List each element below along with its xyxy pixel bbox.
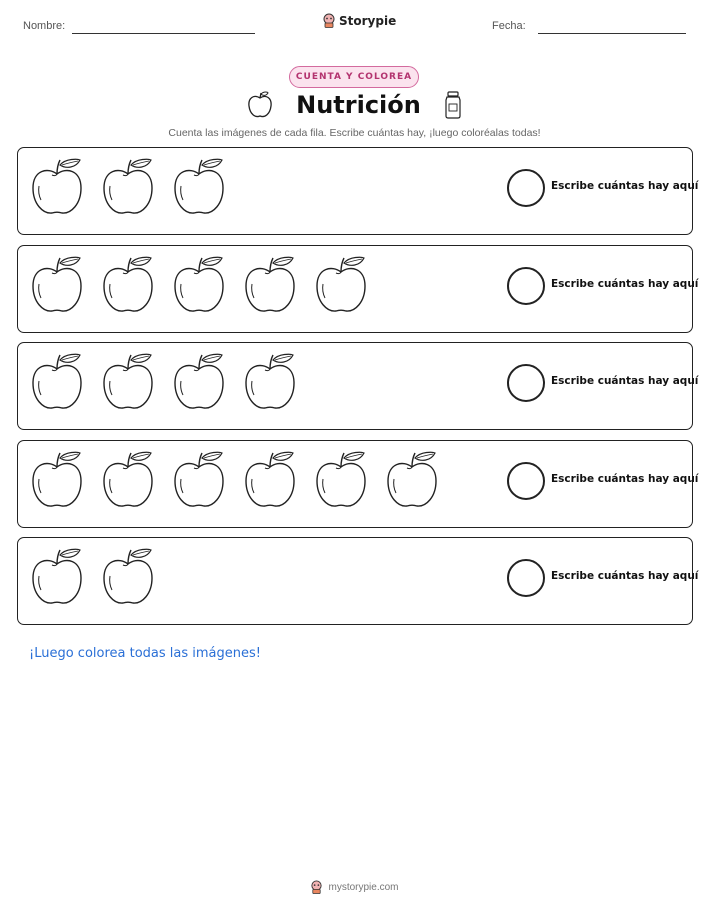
apple-icon <box>243 351 298 413</box>
apple-icon <box>172 254 227 316</box>
apple-icon <box>101 449 156 511</box>
apple-icon <box>243 449 298 511</box>
footer-url: mystorypie.com <box>328 881 399 893</box>
answer-label: Escribe cuántas hay aquí <box>551 570 699 582</box>
apple-group <box>30 449 440 511</box>
apple-icon <box>30 546 85 608</box>
apple-icon <box>30 156 85 218</box>
apple-icon <box>246 90 274 120</box>
counting-row <box>17 440 699 528</box>
counting-row <box>17 342 699 430</box>
counting-row <box>17 245 699 333</box>
apple-icon <box>101 546 156 608</box>
apple-icon <box>243 254 298 316</box>
page-title: Nutrición <box>296 91 421 119</box>
answer-label: Escribe cuántas hay aquí <box>551 277 699 290</box>
apple-icon <box>101 351 156 413</box>
apple-icon <box>172 449 227 511</box>
counting-row <box>17 147 699 235</box>
answer-circle[interactable] <box>507 169 545 207</box>
storypie-mascot-icon <box>310 880 323 894</box>
name-field-line[interactable] <box>72 33 255 34</box>
answer-circle[interactable] <box>507 462 545 500</box>
answer-label: Escribe cuántas hay aquí <box>551 375 699 387</box>
title-row <box>0 90 709 120</box>
apple-group <box>30 254 369 316</box>
apple-icon <box>30 449 85 511</box>
jar-icon <box>443 90 463 120</box>
answer-circle[interactable] <box>507 364 545 402</box>
apple-icon <box>30 254 85 316</box>
instructions-subtitle: Cuenta las imágenes de cada fila. Escribe cuántas hay, ¡luego coloréalas todas! <box>168 127 541 139</box>
counting-rows <box>17 147 699 635</box>
counting-row <box>17 537 699 625</box>
storypie-mascot-icon <box>322 13 336 28</box>
answer-label: Escribe cuántas hay aquí <box>551 472 699 485</box>
apple-icon <box>314 449 369 511</box>
name-label: Nombre: <box>23 20 66 32</box>
apple-icon <box>314 254 369 316</box>
brand-logo <box>322 13 396 28</box>
answer-label: Escribe cuántas hay aquí <box>551 180 699 192</box>
date-field-line[interactable] <box>538 33 686 34</box>
answer-circle[interactable] <box>507 559 545 597</box>
worksheet-type-badge: CUENTA Y COLOREA <box>289 66 419 88</box>
apple-icon <box>101 156 156 218</box>
apple-icon <box>172 351 227 413</box>
apple-icon <box>30 351 85 413</box>
apple-icon <box>101 254 156 316</box>
coloring-instruction: ¡Luego colorea todas las imágenes! <box>29 646 261 661</box>
brand-name: Storypie <box>339 13 397 28</box>
apple-icon <box>385 449 440 511</box>
date-label: Fecha: <box>492 20 526 32</box>
apple-icon <box>172 156 227 218</box>
apple-group <box>30 546 156 608</box>
apple-group <box>30 156 227 218</box>
answer-circle[interactable] <box>507 267 545 305</box>
apple-group <box>30 351 298 413</box>
footer <box>0 880 709 894</box>
